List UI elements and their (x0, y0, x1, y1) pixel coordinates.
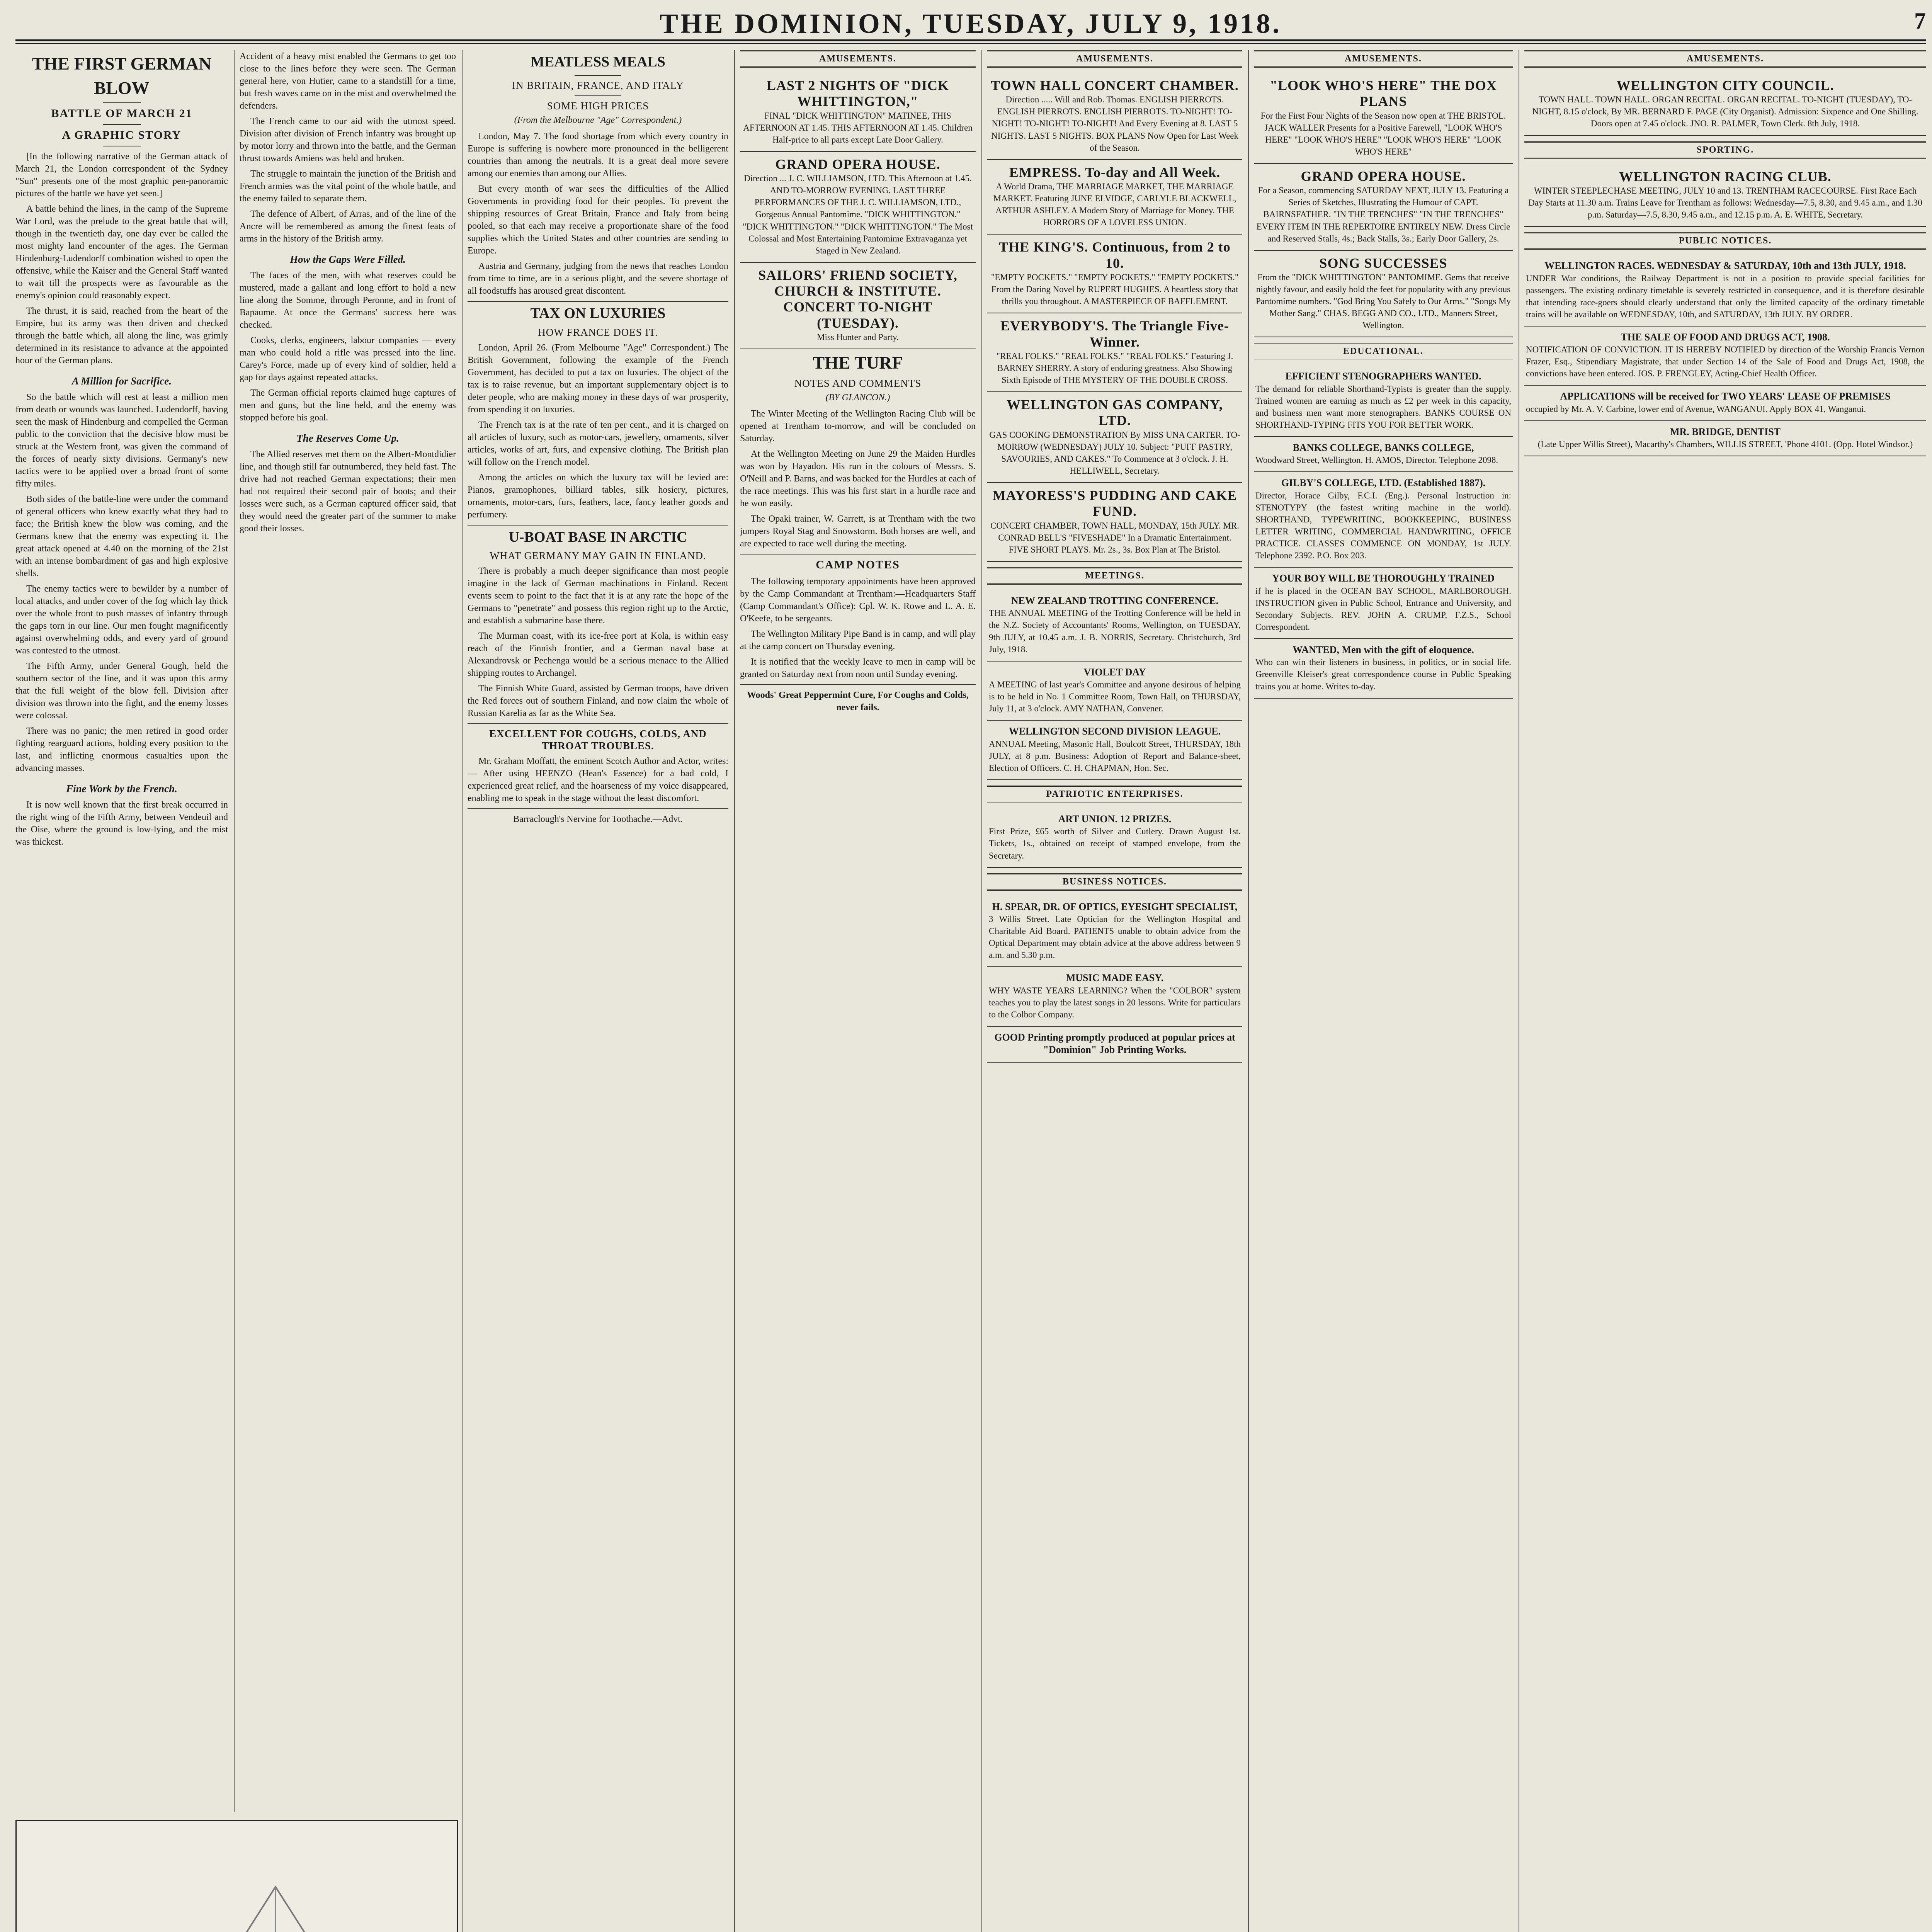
ad-text: From the "DICK WHITTINGTON" PANTOMIME. Gems that receive nightly favour, and easily hold the feet for popularity with any previous Pantomime numbers. "God Bring You Safely to Our Arms." "Songs My Mother Sang." CHAS. BEGG AND CO., LTD., Manners Street, Wellington. (1255, 272, 1511, 330)
kodak-advertisement (15, 1820, 458, 1932)
ad-block (1524, 73, 1926, 136)
ad-block (740, 73, 976, 152)
article-paragraph: The enemy tactics were to bewilder by a number of local attacks, and under cover of the fog which lay thick over the whole front to push masses of infantry through the gaps torn in our line. Our men fought magnificently against overwhelming odds, and every yard of ground was contested to the utmost. (15, 584, 228, 656)
divider (575, 95, 622, 96)
section-title-educational: EDUCATIONAL. (1254, 343, 1513, 360)
article-paragraph: The German official reports claimed huge captures of men and guns, but the line held, and the enemy was stopped before his goal. (240, 388, 456, 423)
ad-block (987, 392, 1242, 483)
ad-heading: WELLINGTON GAS COMPANY, LTD. (1007, 397, 1223, 429)
ad-heading: GRAND OPERA HOUSE. (775, 156, 940, 172)
turf-byline: (BY GLANCON.) (825, 392, 890, 403)
article-paragraph: The faces of the men, with what reserves could be mustered, made a gallant and long effort to hold a new line along the Somme, through Peronne, and in front of Bapaume. At once the Germans' success here was checked. (240, 270, 456, 330)
article-paragraph: There was no panic; the men retired in good order fighting rearguard actions, holding every position to the last, and inflicting enormous casualties upon the advancing masses. (15, 726, 228, 774)
section-title-amusements: AMUSEMENTS. (987, 50, 1242, 68)
ad-block (987, 313, 1242, 392)
ad-heading: NEW ZEALAND TROTTING CONFERENCE. (1011, 595, 1219, 606)
ad-text: Direction ... J. C. WILLIAMSON, LTD. This Afternoon at 1.45. AND TO-MORROW EVENING. LAST THREE PERFORMANCES OF THE J. C. WILLIAMSON, LTD., Gorgeous Annual Pantomime. "DICK WHITTINGTON." "DICK WHITTINGTON." "DICK WHITTINGTON." The Most Colossal and Most Entertaining Pantomime Extravaganza yet Staged in New Zealand. (743, 173, 973, 255)
ad-block (1524, 327, 1926, 386)
ad-block (987, 808, 1242, 868)
article-paragraph: The French came to our aid with the utmost speed. Division after division of French infantry was brought up by motor lorry and thrown into the battle, and the German thrust towards Amiens was held and broken. (240, 116, 456, 163)
turf-headline: THE TURF (813, 353, 903, 373)
ad-block (1254, 366, 1513, 437)
article-headline: THE FIRST GERMAN (32, 54, 212, 73)
ad-block (1524, 421, 1926, 457)
divider (103, 102, 141, 103)
page-number: 7 (1914, 8, 1926, 34)
divider (740, 684, 976, 685)
column-divider (734, 50, 735, 1932)
ad-heading: MR. BRIDGE, DENTIST (1670, 426, 1781, 437)
article-column-2 (240, 50, 456, 1812)
divider (468, 808, 728, 809)
ad-heading: WELLINGTON RACES. WEDNESDAY & SATURDAY, 10th and 13th JULY, 1918. (1544, 260, 1906, 272)
ad-heading: EVERYBODY'S. The Triangle Five-Winner. (1000, 318, 1229, 350)
ad-heading: EMPRESS. To-day and All Week. (1009, 164, 1221, 180)
ad-heading: THE KING'S. Continuous, from 2 to 10. (999, 239, 1231, 271)
ad-block (1524, 164, 1926, 227)
section-title-amusements: AMUSEMENTS. (740, 50, 976, 68)
peppermint-ad: Woods' Great Peppermint Cure, For Coughs and Colds, never fails. (747, 690, 969, 713)
article-paragraph: The Fifth Army, under General Gough, held the southern sector of the line, and it was upon this army that the full weight of the blow fell. Division after division was thrown into the fight, and the enemy losses were colossal. (15, 661, 228, 721)
ad-block (1254, 164, 1513, 251)
ad-block (987, 160, 1242, 235)
ad-block (987, 662, 1242, 721)
article-paragraph: The defence of Albert, of Arras, and of the line of the Ancre will be remembered as among the finest feats of arms in the history of the British army. (240, 209, 456, 244)
article-paragraph: The Finnish White Guard, assisted by German troops, have driven the Red forces out of southern Finland, and now claim the whole of Russian Karelia as far as the White Sea. (468, 684, 728, 719)
ad-text: A World Drama, THE MARRIAGE MARKET, THE MARRIAGE MARKET. Featuring JUNE ELVIDGE, CARLYLE BLACKWELL, ARTHUR ASHLEY. A Modern Story of Marriage for Money. THE HORRORS OF A LOVELESS UNION. (993, 182, 1236, 228)
section-title-amusements: AMUSEMENTS. (1524, 50, 1926, 68)
article-paragraph: Austria and Germany, judging from the news that reaches London from time to time, are in a serious plight, and the severe shortage of all foodstuffs has aroused great discontent. (468, 261, 728, 296)
amusements-column-6 (1254, 50, 1513, 1932)
divider (468, 301, 728, 302)
ad-text: "REAL FOLKS." "REAL FOLKS." "REAL FOLKS." Featuring J. BARNEY SHERRY. A story of enduring greatness. Also Showing Sixth Episode of THE MYSTERY OF THE DOUBLE CROSS. (996, 351, 1233, 385)
article-crosshead: A Million for Sacrifice. (71, 375, 172, 387)
ad-text: GAS COOKING DEMONSTRATION By MISS UNA CARTER. TO-MORROW (WEDNESDAY) JULY 10. Subject: "PUFF PASTRY, SAVOURIES, AND CAKES." To Commence at 3 o'clock. J. H. HELLIWELL, Secretary. (989, 430, 1240, 476)
ad-text: Woodward Street, Wellington. H. AMOS, Director. Telephone 2098. (1255, 455, 1498, 465)
article-headline-2: BLOW (94, 78, 150, 98)
ad-heading: MAYORESS'S PUDDING AND CAKE FUND. (992, 488, 1237, 519)
ad-block (987, 483, 1242, 562)
divider (575, 75, 622, 76)
article-paragraph: So the battle which will rest at least a million men from death or wounds was launched. Ludendorff, having seen the mask of Hindenburg and compelled the German public to the conviction that the decisive blow must be struck at the Western front, was given the command of the forces of nearly sixty divisions. Germany's new tactics were to be applied over a broad front of some fifty miles. (15, 392, 228, 489)
amusements-column-5 (987, 50, 1242, 1932)
ad-block (987, 235, 1242, 313)
article-paragraph: London, April 26. (From Melbourne "Age" Correspondent.) The British Government, following the example of the French Government, has decided to put a tax on luxuries. The object of the tax is to raise revenue, but an important supplementary object is to deter people, who are making money in these days of war prosperity, from spending it on luxuries. (468, 342, 728, 415)
column-divider (462, 50, 463, 1932)
article-paragraph: Cooks, clerks, engineers, labour companies — every man who could hold a rifle was pressed into the line. Carey's Force, made up of every kind of soldier, held a gap for days against repeated attacks. (240, 335, 456, 383)
article-column-1 (15, 50, 228, 1812)
article-paragraph: The following temporary appointments have been approved by the Camp Commandant at Trentham:—Headquarters Staff (Camp Commandant's Office): Cpl. W. K. Rowe and L. A. E. O'Keefe, to be sergeants. (740, 576, 976, 624)
amusements-column-4 (740, 50, 976, 1932)
article-paragraph: Accident of a heavy mist enabled the Germans to get too close to the lines before they were seen. The German general here, von Hutier, came to a standstill for a time, but fresh waves came on in the mist and overwhelmed the defenders. (240, 51, 456, 111)
ad-text: NOTIFICATION OF CONVICTION. IT IS HEREBY NOTIFIED by direction of the Worship Francis Vernon Frazer, Esq., Stipendiary Magistrate, that under Section 14 of the Sale of Food and Drugs Act, 1908, the convictions have been entered. JOS. P. FRENGLEY, Acting-Chief Health Officer. (1526, 345, 1925, 379)
heenzo-ad-text: Mr. Graham Moffatt, the eminent Scotch Author and Actor, writes:— After using HEENZO (Hean's Essence) for a bad cold, I experienced great relief, and the hoarseness of my voice disappeared, enabling me to speak in the stage without the least discomfort. (468, 756, 728, 804)
article-paragraph: The struggle to maintain the junction of the British and French armies was the vital point of the whole battle, and the enemy failed to separate them. (240, 169, 456, 204)
ad-heading: WANTED, Men with the gift of eloquence. (1293, 644, 1474, 655)
masthead-rule-thin (15, 43, 1926, 44)
ad-text: (Late Upper Willis Street), Macarthy's Chambers, WILLIS STREET, 'Phone 4101. (Opp. Hotel Windsor.) (1537, 439, 1913, 449)
section-title-public-notices: PUBLIC NOTICES. (1524, 232, 1926, 250)
section-title-amusements: AMUSEMENTS. (1254, 50, 1513, 68)
ad-block (987, 590, 1242, 662)
ad-heading: ART UNION. 12 PRIZES. (1058, 813, 1172, 825)
ad-text: First Prize, £65 worth of Silver and Cutlery. Drawn August 1st. Tickets, 1s., obtained on receipt of stamped envelope, from the Secretary. (989, 827, 1241, 861)
divider (103, 124, 141, 125)
ad-heading: SONG SUCCESSES (1319, 255, 1447, 271)
ad-text: Director, Horace Gilby, F.C.I. (Eng.). Personal Instruction in: STENOTYPY (the fastest writing machine in the world). SHORTHAND, TYPEWRITING, BOOKKEEPING, BUSINESS LETTER WRITING, COMMERCIAL HANDWRITING, OFFICE PRACTICE. CLASSES COMMENCE ON MONDAY, 1st JULY. Telephone 2392. P.O. Box 203. (1255, 490, 1511, 561)
ad-block (987, 721, 1242, 780)
article-crosshead: How the Gaps Were Filled. (290, 253, 406, 265)
ad-heading: WELLINGTON RACING CLUB. (1619, 168, 1832, 184)
ad-block (987, 73, 1242, 160)
ad-text: TOWN HALL. TOWN HALL. ORGAN RECITAL. ORGAN RECITAL. TO-NIGHT (TUESDAY), TO-NIGHT, 8.15 o'clock, By MR. BERNARD F. PAGE (City Organist). Admission: Sixpence and One Shilling. Doors open at 7.45 o'clock. JNO. R. PALMER, Town Clerk. 8th July, 1918. (1532, 95, 1918, 129)
masthead-rule (15, 39, 1926, 41)
ad-text: WHY WASTE YEARS LEARNING? When the "COLBOR" system teaches you to play the latest songs in 20 lessons. Write for particulars to the Colbor Company. (989, 985, 1241, 1019)
ad-heading: APPLICATIONS will be received for TWO YEARS' LEASE OF PREMISES (1560, 391, 1891, 402)
article-paragraph: It is now well known that the first break occurred in the right wing of the Fifth Army, between Vendeuil and the Oise, where the ground is low-lying, and the mist was thickest. (15, 800, 228, 847)
ad-heading: MUSIC MADE EASY. (1066, 972, 1164, 984)
article-paragraph: London, May 7. The food shortage from which every country in Europe is suffering is nowhere more pronounced in the belligerent countries than among the neutrals. It is a great deal more severe among our enemies than among our Allies. (468, 131, 728, 179)
ad-block (1254, 639, 1513, 699)
ad-text: WINTER STEEPLECHASE MEETING, JULY 10 and 13. TRENTHAM RACECOURSE. First Race Each Day Starts at 11.30 a.m. Trains Leave for Trentham as follows: Wednesday—7.5, 8.30, and 9.45 a.m., and 1.30 p.m. Saturday—7.5, 8.30, 9.45 a.m., and 12.15 p.m. A. E. WHITE, Secretary. (1528, 185, 1922, 220)
article-paragraph: At the Wellington Meeting on June 29 the Maiden Hurdles was won by Hayadon. His run in the colours of Messrs. S. O'Neill and P. Barns, and was backed for the Hurdles at each of the race meetings. This was his first start in a hurdle race and he won easily. (740, 449, 976, 509)
article-paragraph: The thrust, it is said, reached from the heart of the Empire, but its army was then driven and checked through the battle which, all along the line, was grimly determined in its resistance to advance at the appointed hour of the German plans. (15, 306, 228, 366)
ad-text: A MEETING of last year's Committee and anyone desirous of helping is to be held in No. 1 Committee Room, Town Hall, on THURSDAY, July 11, at 3 o'clock. AMY NATHAN, Convener. (989, 680, 1241, 714)
ad-text: UNDER War conditions, the Railway Department is not in a position to provide special facilities for passengers. The existing ordinary timetable is severely restricted in consequence, and it is therefore desirable that intending race-goers should clearly understand that only the limited capacity of the ordinary timetable trains will be available on WEDNESDAY, 10th, and SATURDAY, 13th JULY. BY ORDER. (1526, 273, 1925, 319)
ad-heading: GILBY'S COLLEGE, LTD. (Established 1887). (1281, 477, 1486, 489)
ad-text: Miss Hunter and Party. (817, 332, 899, 342)
meatless-subhead: IN BRITAIN, FRANCE, AND ITALY (512, 79, 684, 91)
section-title-patriotic: PATRIOTIC ENTERPRISES. (987, 786, 1242, 803)
notices-column-7 (1524, 50, 1926, 1932)
ad-heading: BANKS COLLEGE, BANKS COLLEGE, (1293, 442, 1474, 453)
ad-block (1524, 255, 1926, 327)
tax-headline: TAX ON LUXURIES (530, 305, 666, 321)
ad-text: if he is placed in the OCEAN BAY SCHOOL, MARLBOROUGH. INSTRUCTION given in Public School, Entrance and University, and Secondary Subjects. REV. JOHN A. CRUMP, F.Z.S., School Correspondent. (1255, 586, 1511, 632)
ad-text: ANNUAL Meeting, Masonic Hall, Boulcott Street, THURSDAY, 18th JULY, at 8 p.m. Business: Adoption of Report and Balance-sheet, Election of Officers. C. H. CHAPMAN, Hon. Sec. (989, 739, 1241, 773)
article-paragraph: A battle behind the lines, in the camp of the Supreme War Lord, was the prelude to the great battle that will, though in the twentieth day, one day ever be called the most mighty land encounter of the ages. The German Hindenburg-Ludendorff combination wished to open the offensive, while the Kaiser and the General Staff wanted to wait till the prospects were as favourable as the enemy's opinion could reasonably expect. (15, 204, 228, 301)
article-paragraph: It is notified that the weekly leave to men in camp will be granted on Saturday next from noon until Sunday evening. (740, 656, 976, 679)
ad-block (740, 263, 976, 350)
article-paragraph: The Opaki trainer, W. Garrett, is at Trentham with the two jumpers Royal Stag and Snowstorm. Both horses are well, and are expected to race well during the meeting. (740, 514, 976, 549)
ad-block (1254, 568, 1513, 639)
ad-text: The demand for reliable Shorthand-Typists is greater than the supply. Trained women are earning as much as £2 per week in this capacity, and business men want more stenographers. BANKS COURSE ON SHORTHAND-TYPING FITS YOU FOR BETTER WORK. (1255, 384, 1511, 430)
barraclough-ad: Barraclough's Nervine for Toothache.—Advt. (513, 814, 683, 825)
ad-heading: LAST 2 NIGHTS OF "DICK WHITTINGTON," (766, 78, 949, 109)
ad-heading: VIOLET DAY (1083, 666, 1146, 678)
masthead (15, 8, 1926, 39)
column-divider (1248, 50, 1249, 1932)
ad-block (740, 152, 976, 263)
heenzo-ad-heading: EXCELLENT FOR COUGHS, COLDS, AND THROAT TROUBLES. (489, 728, 707, 752)
tax-subhead: HOW FRANCE DOES IT. (538, 326, 658, 338)
divider (468, 525, 728, 526)
ad-block (987, 896, 1242, 968)
soldier-photograph-illustration (24, 1829, 449, 1932)
ad-block (1254, 251, 1513, 338)
article-subheadline-2: A GRAPHIC STORY (62, 129, 182, 142)
ad-text: 3 Willis Street. Late Optician for the Wellington Hospital and Charitable Aid Board. PATIENTS unable to obtain advice from the Optical Department may obtain advice at the above address between 9 a.m. and 5.30 p.m. (989, 914, 1241, 960)
news-column-3 (468, 50, 728, 1932)
ad-text: THE ANNUAL MEETING of the Trotting Conference will be held in the N.Z. Society of Accountants' Rooms, Wellington, on TUESDAY, 9th JULY, at 10.45 a.m. J. B. NORRIS, Secretary. Christchurch, 3rd July, 1918. (989, 608, 1241, 654)
ad-block (987, 1027, 1242, 1063)
ad-heading: EFFICIENT STENOGRAPHERS WANTED. (1285, 371, 1481, 382)
section-title-meetings: MEETINGS. (987, 567, 1242, 585)
article-paragraph: There is probably a much deeper significance than most people imagine in the lack of German machinations in Finland. Recent events seem to point to the fact that it is at any rate the hope of the Germans to "penetrate" and possess this region right up to the Arctic, and establish a submarine base there. (468, 566, 728, 626)
ad-heading: "LOOK WHO'S HERE" THE DOX PLANS (1270, 78, 1497, 109)
meatless-headline: MEATLESS MEALS (531, 54, 665, 70)
ad-text: Direction ..... Will and Rob. Thomas. ENGLISH PIERROTS. ENGLISH PIERROTS. ENGLISH PIERROTS. TO-NIGHT! TO-NIGHT! TO-NIGHT! TO-NIGHT! And Every Evening at 8. LAST 5 NIGHTS. LAST 5 NIGHTS. BOX PLANS Now Open for Last Week of the Season. (991, 95, 1238, 153)
ad-text: Who can win their listeners in business, in politics, or in social life. Greenville Kleiser's great correspondence course in Public Speaking trains you at home. Writes to-day. (1255, 657, 1511, 691)
ad-text: For the First Four Nights of the Season now open at THE BRISTOL. JACK WALLER Presents for a Positive Farewell, "LOOK WHO'S HERE" "LOOK WHO'S HERE" "LOOK WHO'S HERE" "LOOK WHO'S HERE" (1260, 111, 1506, 156)
ad-block (1254, 73, 1513, 164)
ad-text: occupied by Mr. A. V. Carbine, lower end of Avenue, WANGANUI. Apply BOX 41, Wanganui. (1526, 404, 1866, 414)
ad-text: FINAL "DICK WHITTINGTON" MATINEE, THIS AFTERNOON AT 1.45. THIS AFTERNOON AT 1.45. Children Half-price to all parts except Late Door Gallery. (743, 111, 973, 145)
ad-heading: GOOD Printing promptly produced at popular prices at "Dominion" Job Printing Works. (994, 1031, 1235, 1056)
ad-heading: TOWN HALL CONCERT CHAMBER. (991, 78, 1239, 93)
ad-heading: YOUR BOY WILL BE THOROUGHLY TRAINED (1272, 573, 1495, 584)
section-title-sporting: SPORTING. (1524, 141, 1926, 159)
ad-heading: WELLINGTON CITY COUNCIL. (1616, 78, 1834, 93)
column-divider (234, 50, 235, 1812)
article-paragraph: The Murman coast, with its ice-free port at Kola, is within easy reach of the Finnish frontier, and a German naval base at Alexandrovsk or Pechenga would be a serious menace to the Allied shipping routes to Archangel. (468, 631, 728, 679)
ad-block (1524, 386, 1926, 421)
ad-text: For a Season, commencing SATURDAY NEXT, JULY 13. Featuring a Series of Sketches, Illustrating the Humour of CAPT. BAIRNSFATHER. "IN THE TRENCHES" "IN THE TRENCHES" EVERY ITEM IN THE REPERTOIRE ENTIRELY NEW. Dress Circle and Reserved Stalls, 4s.; Back Stalls, 3s.; Early Door Gallery, 2s. (1256, 185, 1510, 243)
article-paragraph: Among the articles on which the luxury tax will be levied are: Pianos, gramophones, billiard tables, silk hosiery, pictures, ornaments, motor-cars, furs, feathers, lace, fancy leather goods and perfumery. (468, 472, 728, 520)
meatless-byline: (From the Melbourne "Age" Correspondent.) (514, 115, 682, 125)
ad-text: CONCERT CHAMBER, TOWN HALL, MONDAY, 15th JULY. MR. CONRAD BELL'S "FIVESHADE" In a Dramatic Entertainment. FIVE SHORT PLAYS. Mr. 2s., 3s. Box Plan at The Bristol. (990, 520, 1239, 554)
ad-block (1254, 437, 1513, 473)
turf-subhead: NOTES AND COMMENTS (794, 377, 922, 389)
divider (468, 723, 728, 724)
article-paragraph: The Allied reserves met them on the Albert-Montdidier line, and though still far outnumbered, they held fast. The drive had not reached German expectations; their men had not required their second pair of boots; and their losses were such, as a German captured officer said, that they would need the greater part of the summer to make good their losses. (240, 449, 456, 534)
ad-heading: SAILORS' FRIEND SOCIETY, CHURCH & INSTITUTE. CONCERT TO-NIGHT (TUESDAY). (758, 267, 957, 331)
section-title-business: BUSINESS NOTICES. (987, 873, 1242, 891)
article-crosshead: The Reserves Come Up. (296, 432, 399, 444)
ad-block (1254, 472, 1513, 568)
article-crosshead: Fine Work by the French. (66, 783, 177, 795)
camp-notes-headline: CAMP NOTES (816, 558, 900, 571)
column-divider (981, 50, 982, 1932)
article-paragraph: The French tax is at the rate of ten per cent., and it is charged on all articles of luxury, such as motor-cars, jewellery, ornaments, silver articles, works of art, furs, and expensive clothing. The British plan will follow on the French model. (468, 420, 728, 467)
uboat-subhead: WHAT GERMANY MAY GAIN IN FINLAND. (490, 550, 706, 562)
article-paragraph: But every month of war sees the difficulties of the Allied Governments in providing food for their peoples. To prevent the shipping resources of Great Britain, France and Italy from being pooled, so that each may receive a proportionate share of the food supplies which the United States and other countries are sending to Europe. (468, 184, 728, 256)
article-paragraph: [In the following narrative of the German attack of March 21, the London correspondent of the Sydney "Sun" presents one of the most graphic pen-panoramic pictures of the battle we have yet seen.] (15, 151, 228, 199)
uboat-headline: U-BOAT BASE IN ARCTIC (509, 529, 687, 545)
article-paragraph: Both sides of the battle-line were under the command of general officers who knew exactly what they had to face; the British knew the blow was coming, and the Germans knew that the enemy was expecting it. The great attack opened at 4.40 on the morning of the 21st with an intense bombardment of gas and high explosive shells. (15, 494, 228, 579)
article-paragraph: The Winter Meeting of the Wellington Racing Club will be opened at Trentham to-morrow, and will be concluded on Saturday. (740, 408, 976, 444)
ad-heading: WELLINGTON SECOND DIVISION LEAGUE. (1009, 726, 1221, 737)
ad-heading: GRAND OPERA HOUSE. (1301, 168, 1466, 184)
meatless-subhead-2: SOME HIGH PRICES (547, 100, 649, 112)
ad-text: "EMPTY POCKETS." "EMPTY POCKETS." "EMPTY POCKETS." From the Daring Novel by RUPERT HUGHES. A heartless story that thrills you throughout. A MASTERPIECE OF BAFFLEMENT. (991, 272, 1239, 306)
article-paragraph: The Wellington Military Pipe Band is in camp, and will play at the camp concert on Thursday evening. (740, 629, 976, 651)
ad-block (987, 967, 1242, 1027)
masthead-title: THE DOMINION, TUESDAY, JULY 9, 1918. (659, 8, 1282, 39)
article-subheadline: BATTLE OF MARCH 21 (51, 107, 192, 120)
ad-heading: H. SPEAR, DR. OF OPTICS, EYESIGHT SPECIALIST, (992, 901, 1238, 912)
ad-heading: THE SALE OF FOOD AND DRUGS ACT, 1908. (1621, 331, 1830, 343)
